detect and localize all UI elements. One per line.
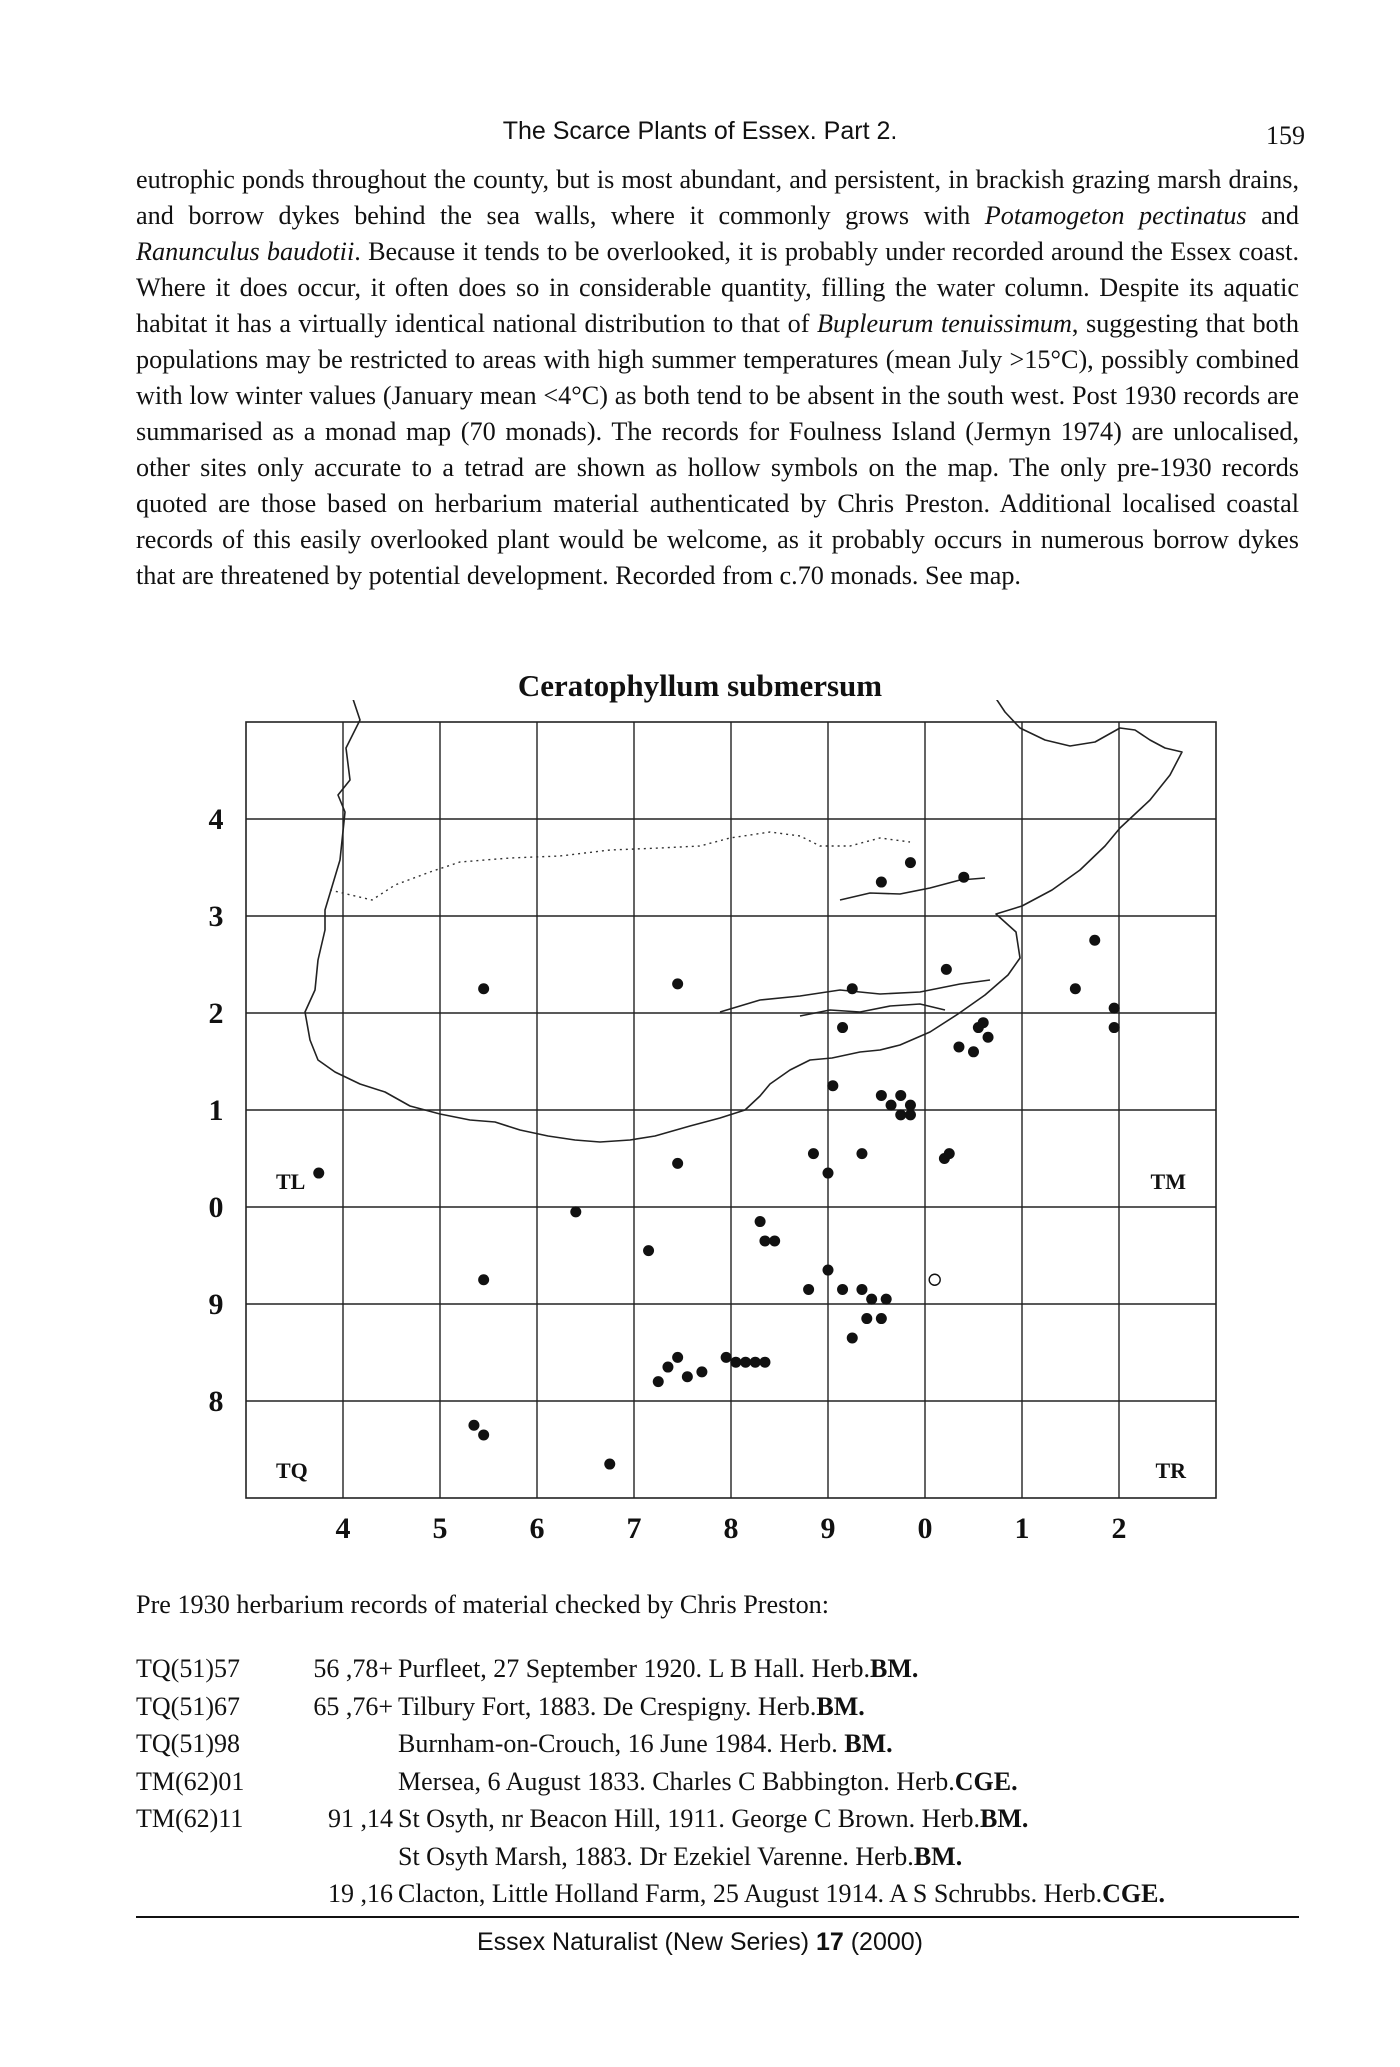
- record-grid-ref: TQ(51)67: [136, 1691, 240, 1721]
- record-dot: [861, 1313, 872, 1324]
- record-text: St Osyth Marsh, 1883. Dr Ezekiel Varenne. Herb.: [398, 1841, 914, 1871]
- grid-square-label: TL: [276, 1169, 306, 1194]
- footer-journal: Essex Naturalist (New Series): [476, 1928, 816, 1956]
- record-monad: 65 ,76+: [313, 1691, 393, 1721]
- record-grid-ref: TQ(51)98: [136, 1729, 240, 1758]
- record-text: St Osyth, nr Beacon Hill, 1911. George C Brown. Herb.: [398, 1804, 981, 1833]
- record-dot: [978, 1017, 989, 1028]
- record-dot: [1109, 1022, 1120, 1033]
- record-text: Burnham-on-Crouch, 16 June 1984. Herb.: [398, 1729, 845, 1758]
- record-dot: [941, 964, 952, 975]
- taxon-name: Ranunculus baudotii: [136, 237, 355, 266]
- y-tick-label: 8: [208, 1385, 224, 1418]
- record-details: [398, 1800, 1028, 1838]
- record-herbarium: BM.: [870, 1654, 919, 1683]
- grid-square-label: TM: [1150, 1169, 1186, 1194]
- x-tick-label: 6: [529, 1512, 545, 1545]
- record-herbarium: BM.: [980, 1804, 1029, 1833]
- record-dot: [905, 1100, 916, 1111]
- essex-coastline: [305, 700, 1182, 1142]
- record-dot: [823, 1265, 834, 1276]
- record-dot: [643, 1245, 654, 1256]
- record-dot: [730, 1357, 741, 1368]
- grid-square-label: TQ: [276, 1458, 308, 1483]
- map-grid: [246, 722, 1216, 1498]
- record-dot: [759, 1235, 770, 1246]
- x-tick-label: 2: [1111, 1512, 1127, 1545]
- footer-rule: [136, 1916, 1299, 1918]
- footer-volume: 17: [815, 1928, 844, 1956]
- record-herbarium: BM.: [844, 1729, 893, 1758]
- record-dot: [478, 1274, 489, 1285]
- record-details: [398, 1838, 962, 1876]
- y-tick-label: 1: [208, 1094, 224, 1127]
- record-grid-ref: TM(62)11: [136, 1804, 244, 1833]
- record-dot: [803, 1284, 814, 1295]
- record-dot: [847, 983, 858, 994]
- record-grid-ref: TQ(51)57: [136, 1654, 240, 1683]
- record-dot: [672, 1352, 683, 1363]
- record-dot: [881, 1294, 892, 1305]
- record-dot: [856, 1148, 867, 1159]
- record-herbarium: CGE.: [1102, 1879, 1165, 1908]
- record-dot: [672, 978, 683, 989]
- record-monad: 56 ,78+: [313, 1654, 393, 1683]
- record-dot: [856, 1284, 867, 1295]
- record-dot: [905, 1109, 916, 1120]
- page-number: 159: [1266, 121, 1305, 150]
- record-details: [398, 1725, 893, 1763]
- x-tick-label: 5: [432, 1512, 448, 1545]
- x-tick-label: 8: [723, 1512, 739, 1545]
- record-text: Tilbury Fort, 1883. De Crespigny. Herb.: [398, 1691, 817, 1721]
- record-herbarium: CGE.: [954, 1766, 1018, 1796]
- records-heading: Pre 1930 herbarium records of material checked by Chris Preston:: [136, 1590, 830, 1619]
- record-dot: [468, 1420, 479, 1431]
- vc-boundary-dotted: [330, 832, 910, 900]
- record-dot: [313, 1168, 324, 1179]
- blackwater-estuary: [800, 1004, 945, 1016]
- record-dot: [740, 1357, 751, 1368]
- record-dot: [755, 1216, 766, 1227]
- record-herbarium: BM.: [913, 1841, 963, 1871]
- y-tick-label: 2: [208, 997, 224, 1030]
- text-run: eutrophic ponds throughout the county, but is most abundant, and persistent, in brackish grazing marsh drains, and borrow dykes behind the sea walls, where it commonly grows with: [136, 165, 1299, 230]
- record-dot: [958, 872, 969, 883]
- record-text: Mersea, 6 August 1833. Charles C Babbington. Herb.: [398, 1766, 955, 1796]
- record-dot: [750, 1357, 761, 1368]
- record-dot: [696, 1366, 707, 1377]
- record-dot: [682, 1371, 693, 1382]
- map-labels: [209, 803, 1188, 1545]
- record-dot: [866, 1294, 877, 1305]
- map-records: [313, 857, 1119, 1469]
- record-details: [398, 1875, 1165, 1913]
- species-account-paragraph: [136, 162, 1299, 594]
- record-dot: [570, 1206, 581, 1217]
- record-dot: [837, 1284, 848, 1295]
- text-run: and: [1246, 201, 1299, 230]
- species-account: [136, 162, 1299, 594]
- record-dot: [895, 1109, 906, 1120]
- record-dot: [944, 1148, 955, 1159]
- running-title: The Scarce Plants of Essex. Part 2.: [502, 117, 898, 145]
- record-text: Purfleet, 27 September 1920. L B Hall. Herb.: [398, 1654, 870, 1683]
- record-dot: [769, 1235, 780, 1246]
- record-dot: [1089, 935, 1100, 946]
- record-dot: [823, 1168, 834, 1179]
- record-dot: [886, 1100, 897, 1111]
- map-title: Ceratophyllum submersum: [517, 668, 883, 703]
- county-boundary: [305, 700, 1182, 1142]
- x-tick-label: 4: [335, 1512, 351, 1545]
- record-dot: [478, 1429, 489, 1440]
- footer-year: (2000): [843, 1928, 923, 1956]
- distribution-map: [0, 700, 1400, 1560]
- record-dot: [759, 1357, 770, 1368]
- record-dot: [847, 1332, 858, 1343]
- x-tick-label: 1: [1014, 1512, 1030, 1545]
- y-tick-label: 4: [208, 803, 224, 836]
- record-dot: [876, 1313, 887, 1324]
- record-dot: [905, 857, 916, 868]
- y-tick-label: 9: [208, 1288, 224, 1321]
- record-dot: [1109, 1003, 1120, 1014]
- record-dot: [1070, 983, 1081, 994]
- record-monad: 19 ,16: [328, 1879, 393, 1908]
- record-dot: [895, 1090, 906, 1101]
- record-dot: [808, 1148, 819, 1159]
- page-footer: [0, 1928, 1400, 1957]
- grid-square-label: TR: [1155, 1458, 1186, 1483]
- record-dot: [876, 877, 887, 888]
- x-tick-label: 7: [626, 1512, 642, 1545]
- record-dot: [672, 1158, 683, 1169]
- record-details: [398, 1763, 1018, 1801]
- record-dot: [653, 1376, 664, 1387]
- record-grid-ref: TM(62)01: [136, 1766, 245, 1796]
- record-details: [398, 1688, 865, 1726]
- x-tick-label: 0: [917, 1512, 933, 1545]
- record-details: [398, 1650, 918, 1688]
- record-dot: [876, 1090, 887, 1101]
- record-dot: [478, 983, 489, 994]
- text-run: , suggesting that both populations may be restricted to areas with high summer temperatures (mean July >15°C), possibly combined with low winter values (January mean <4°C) as both tend to be absent in the south west. Post 1930 records are summarised as a monad map (70 monads). The records for Foulness Island (Jermyn 1974) are unlocalised, other sites only accurate to a tetrad are shown as hollow symbols on the map. The only pre-1930 records quoted are those based on herbarium material authenticated by Chris Preston. Additional localised coastal records of this easily overlooked plant would be welcome, as it probably occurs in numerous borrow dykes that are threatened by potential development. Recorded from c.70 monads. See map.: [136, 309, 1299, 590]
- taxon-name: Potamogeton pectinatus: [984, 201, 1247, 230]
- record-dot: [662, 1362, 673, 1373]
- x-tick-label: 9: [820, 1512, 836, 1545]
- y-tick-label: 0: [208, 1191, 224, 1224]
- y-tick-label: 3: [208, 900, 224, 933]
- taxon-name: Bupleurum tenuissimum: [817, 309, 1072, 338]
- text-run: . Because it tends to be overlooked, it is probably under recorded around the Essex coast. Where it does occur, it often does so in considerable quantity, filling the water column. Despite its aquatic habitat it has a virtually identical national distribution to that of: [136, 237, 1299, 338]
- record-dot: [837, 1022, 848, 1033]
- record-dot: [721, 1352, 732, 1363]
- record-monad: 91 ,14: [328, 1804, 393, 1833]
- record-herbarium: BM.: [816, 1691, 865, 1721]
- record-dot: [983, 1032, 994, 1043]
- record-dot: [604, 1459, 615, 1470]
- record-dot: [953, 1041, 964, 1052]
- record-dot-hollow: [929, 1274, 940, 1285]
- record-text: Clacton, Little Holland Farm, 25 August 1914. A S Schrubbs. Herb.: [398, 1879, 1103, 1908]
- record-dot: [827, 1080, 838, 1091]
- record-dot: [968, 1046, 979, 1057]
- page-header: [0, 117, 1400, 157]
